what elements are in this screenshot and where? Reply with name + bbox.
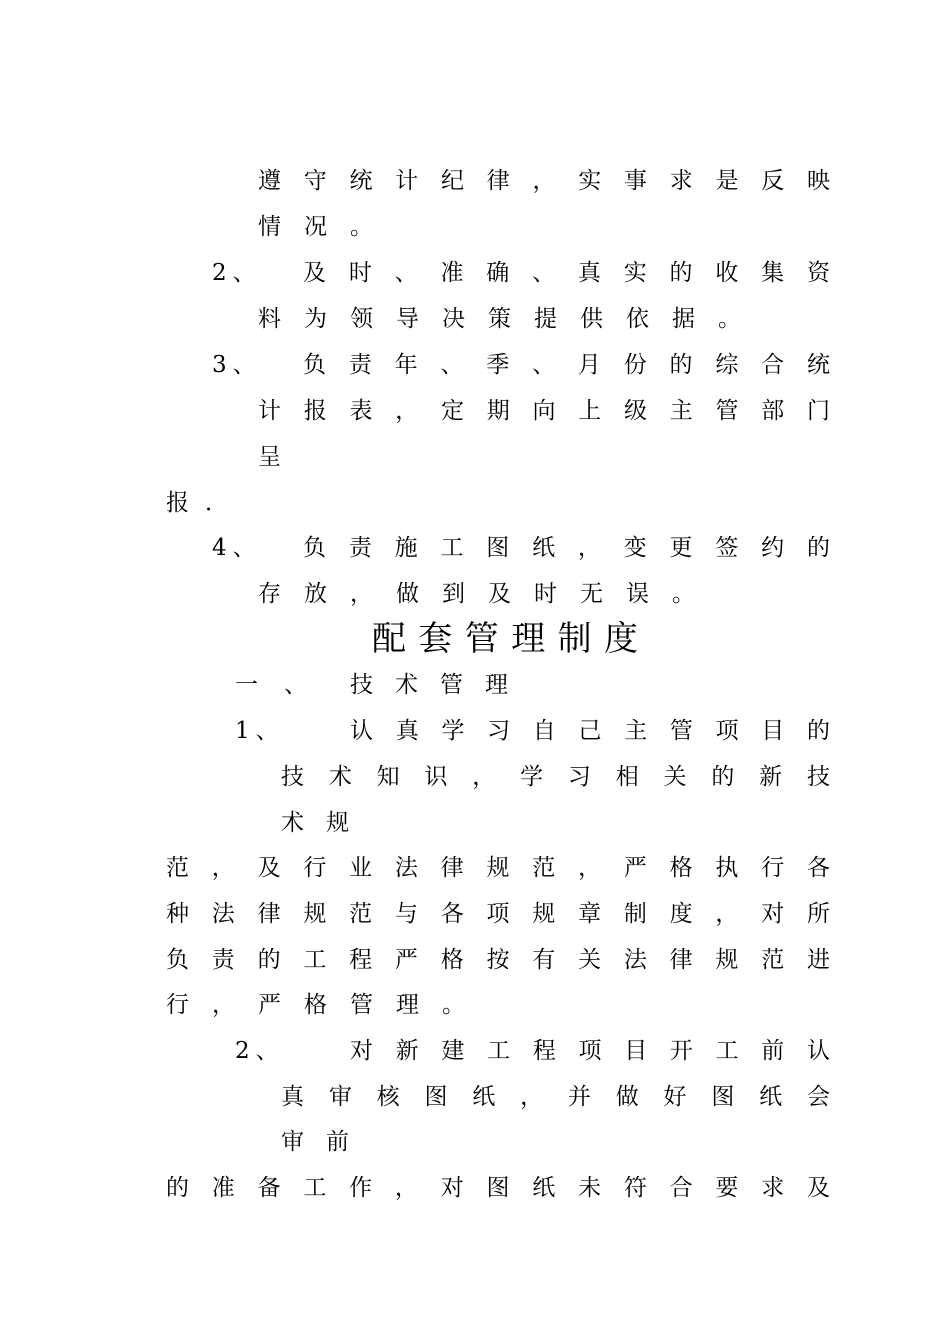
text-line: 审前: [281, 1129, 371, 1155]
item-number: 1、: [235, 718, 285, 744]
text-line: 存放，做到及时无误。: [258, 581, 718, 607]
text-line: 报．: [166, 490, 244, 516]
text-line: 计报表，定期向上级主管部门: [258, 398, 830, 424]
text-line: 负责年、季、月份的综合统: [303, 352, 830, 378]
subsection-title: 技术管理: [350, 672, 530, 698]
text-line: 的准备工作，对图纸未符合要求及: [166, 1175, 830, 1201]
text-line: 术规: [281, 810, 371, 836]
item-number: 2、: [212, 260, 262, 286]
text-line: 呈: [258, 444, 281, 470]
text-line: 行，严格管理。: [166, 992, 488, 1018]
text-line: 范，及行业法律规范，严格执行各: [166, 855, 830, 881]
text-line: 负责施工图纸，变更签约的: [303, 535, 830, 561]
item-number: 4、: [212, 535, 262, 561]
text-line: 技术知识，学习相关的新技: [281, 764, 830, 790]
subsection-number: 一、: [235, 672, 333, 698]
text-line: 遵守统计纪律，实事求是反映: [258, 168, 830, 194]
text-line: 料为领导决策提供依据。: [258, 306, 764, 332]
text-line: 对新建工程项目开工前认: [350, 1038, 830, 1064]
section-title: 配套管理制度: [372, 619, 638, 659]
item-number: 2、: [235, 1038, 285, 1064]
text-line: 认真学习自己主管项目的: [350, 718, 830, 744]
text-line: 负责的工程严格按有关法律规范进: [166, 947, 830, 973]
text-line: 情况。: [258, 214, 396, 240]
text-line: 真审核图纸，并做好图纸会: [281, 1084, 830, 1110]
text-line: 种法律规范与各项规章制度，对所: [166, 901, 830, 927]
text-line: 及时、准确、真实的收集资: [303, 260, 830, 286]
item-number: 3、: [212, 352, 262, 378]
